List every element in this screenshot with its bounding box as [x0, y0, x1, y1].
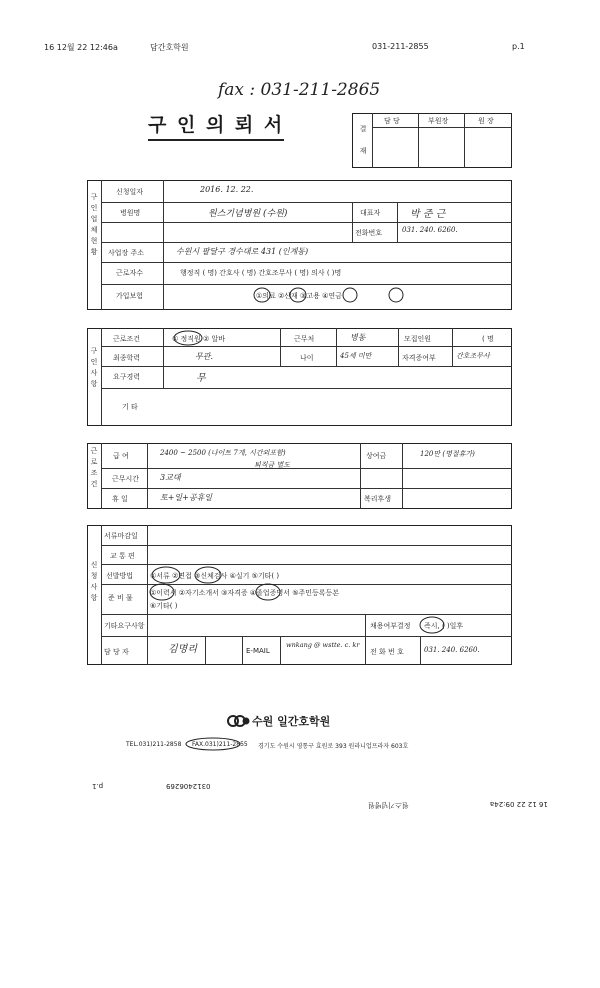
hire-decision-label: 채용여부결정	[370, 622, 411, 630]
tel-label: 전화번호	[355, 229, 383, 237]
bonus-label: 상여금	[366, 452, 387, 460]
address-label: 사업장 주소	[108, 249, 145, 257]
mirrored-phone: 0312406269	[166, 782, 211, 790]
welfare-label: 복리후생	[364, 495, 392, 503]
hours-value: 3교대	[160, 473, 181, 482]
hours-label: 근무시간	[112, 475, 140, 483]
ceo-label: 대표자	[360, 209, 381, 217]
approval-col-director: 원 장	[478, 117, 494, 125]
approval-side-label: 결 재	[359, 125, 367, 155]
apply-date-value: 2016. 12. 22.	[200, 185, 254, 194]
education-value: 무관.	[195, 352, 213, 361]
salary-note: 퇴직금 별도	[254, 461, 291, 469]
email-value: wnkang @ wstte. c. kr	[286, 641, 360, 649]
mirrored-datetime: 16 12 22 09:24a	[490, 800, 548, 808]
mirrored-page: p.1	[92, 782, 104, 790]
footer-address: 경기도 수원시 영통구 효원로 393 원라니업프라자 603호	[258, 743, 409, 750]
phone-value: 031. 240. 6260.	[424, 646, 480, 654]
fax-phone: 031-211-2855	[372, 42, 429, 51]
insurance-label: 가입보험	[116, 292, 144, 300]
approval-col-vice-director: 부원장	[428, 117, 449, 125]
headcount-label: 모집인원	[404, 335, 432, 343]
staff-count-label: 근로자수	[116, 269, 144, 277]
education-label: 최종학력	[113, 354, 141, 362]
workplace-label: 근무처	[294, 335, 315, 343]
manager-label: 담 당 자	[104, 648, 129, 656]
holiday-value: 토+일+공휴일	[160, 493, 213, 502]
handwritten-fax-number: fax : 031-211-2865	[218, 80, 381, 100]
approval-col-manager: 담 당	[384, 117, 400, 125]
headcount-value: ( 명	[482, 335, 494, 343]
required-docs-label: 준 비 물	[108, 594, 133, 602]
required-docs-value-1: ①이력서 ②자기소개서 ③자격증 ④졸업증명서 ⑤주민등록등본	[150, 589, 340, 597]
phone-label: 전 화 번 호	[370, 648, 404, 656]
etc-label: 기 타	[122, 403, 138, 411]
apply-date-label: 신청일자	[116, 188, 144, 196]
ceo-value: 박 준 근	[410, 209, 446, 220]
address-value: 수원시 팔달구 경수대로 431 (인계동)	[176, 247, 309, 256]
section1-side-label: 구인업체현황	[90, 193, 98, 256]
condition-label: 근로조건	[113, 335, 141, 343]
section3-side-label: 근로조건	[90, 447, 98, 488]
school-name: 수원 일간호학원	[252, 715, 331, 728]
other-requirements-label: 기타요구사항	[104, 622, 145, 630]
hire-decision-value: 즉시, ( )일후	[424, 622, 464, 630]
career-label: 요구경력	[113, 373, 141, 381]
bonus-value: 120만 (명절휴가)	[420, 450, 475, 458]
career-value: 무	[196, 373, 206, 384]
workplace-value: 병동	[350, 333, 366, 342]
section4-side-label: 신청사항	[90, 561, 98, 602]
fax-datetime: 16 12월 22 12:46a	[44, 43, 118, 52]
insurance-value: ①의료 ②산재 ③고용 ④연금	[256, 292, 342, 300]
age-value: 45세 미만	[340, 352, 372, 360]
hospital-value: 원스기념병원 (수원)	[208, 209, 288, 219]
age-label: 나이	[300, 354, 314, 362]
email-label: E-MAIL	[246, 647, 270, 655]
selection-method-label: 선발방법	[106, 572, 134, 580]
holiday-label: 휴 일	[112, 495, 128, 503]
fax-sender: 담간호학원	[150, 43, 189, 52]
license-label: 자격증여부	[402, 354, 436, 362]
mirrored-sender: 원스기념병원	[368, 801, 409, 809]
document-title: 구 인 의 뢰 서	[148, 110, 284, 141]
required-docs-value-2: ⑥기타( )	[150, 602, 178, 610]
deadline-label: 서류마감일	[104, 532, 138, 540]
salary-value: 2400 ~ 2500 (나이트 7개, 시간외포함)	[160, 449, 286, 457]
license-value: 간호조무사	[456, 352, 490, 360]
selection-method-value: ①서류 ②면접 ③신체검사 ④실기 ⑤기타( )	[150, 572, 280, 580]
manager-value: 김명리	[168, 644, 197, 655]
fax-page: p.1	[512, 42, 525, 51]
footer-tel: TEL.031)211-2858	[126, 741, 182, 748]
transport-label: 교 통 편	[110, 552, 135, 560]
footer-fax: FAX.031)211-2855	[192, 741, 248, 748]
staff-count-value: 행정직 ( 명) 간호사 ( 명) 간호조무사 ( 명) 의사 ( )명	[180, 269, 342, 277]
tel-value: 031. 240. 6260.	[402, 226, 458, 234]
salary-label: 급 여	[113, 452, 129, 460]
section2-side-label: 구인사항	[90, 347, 98, 388]
hospital-label: 병원명	[120, 209, 141, 217]
condition-value: ① 정직원 ② 알바	[172, 335, 226, 343]
